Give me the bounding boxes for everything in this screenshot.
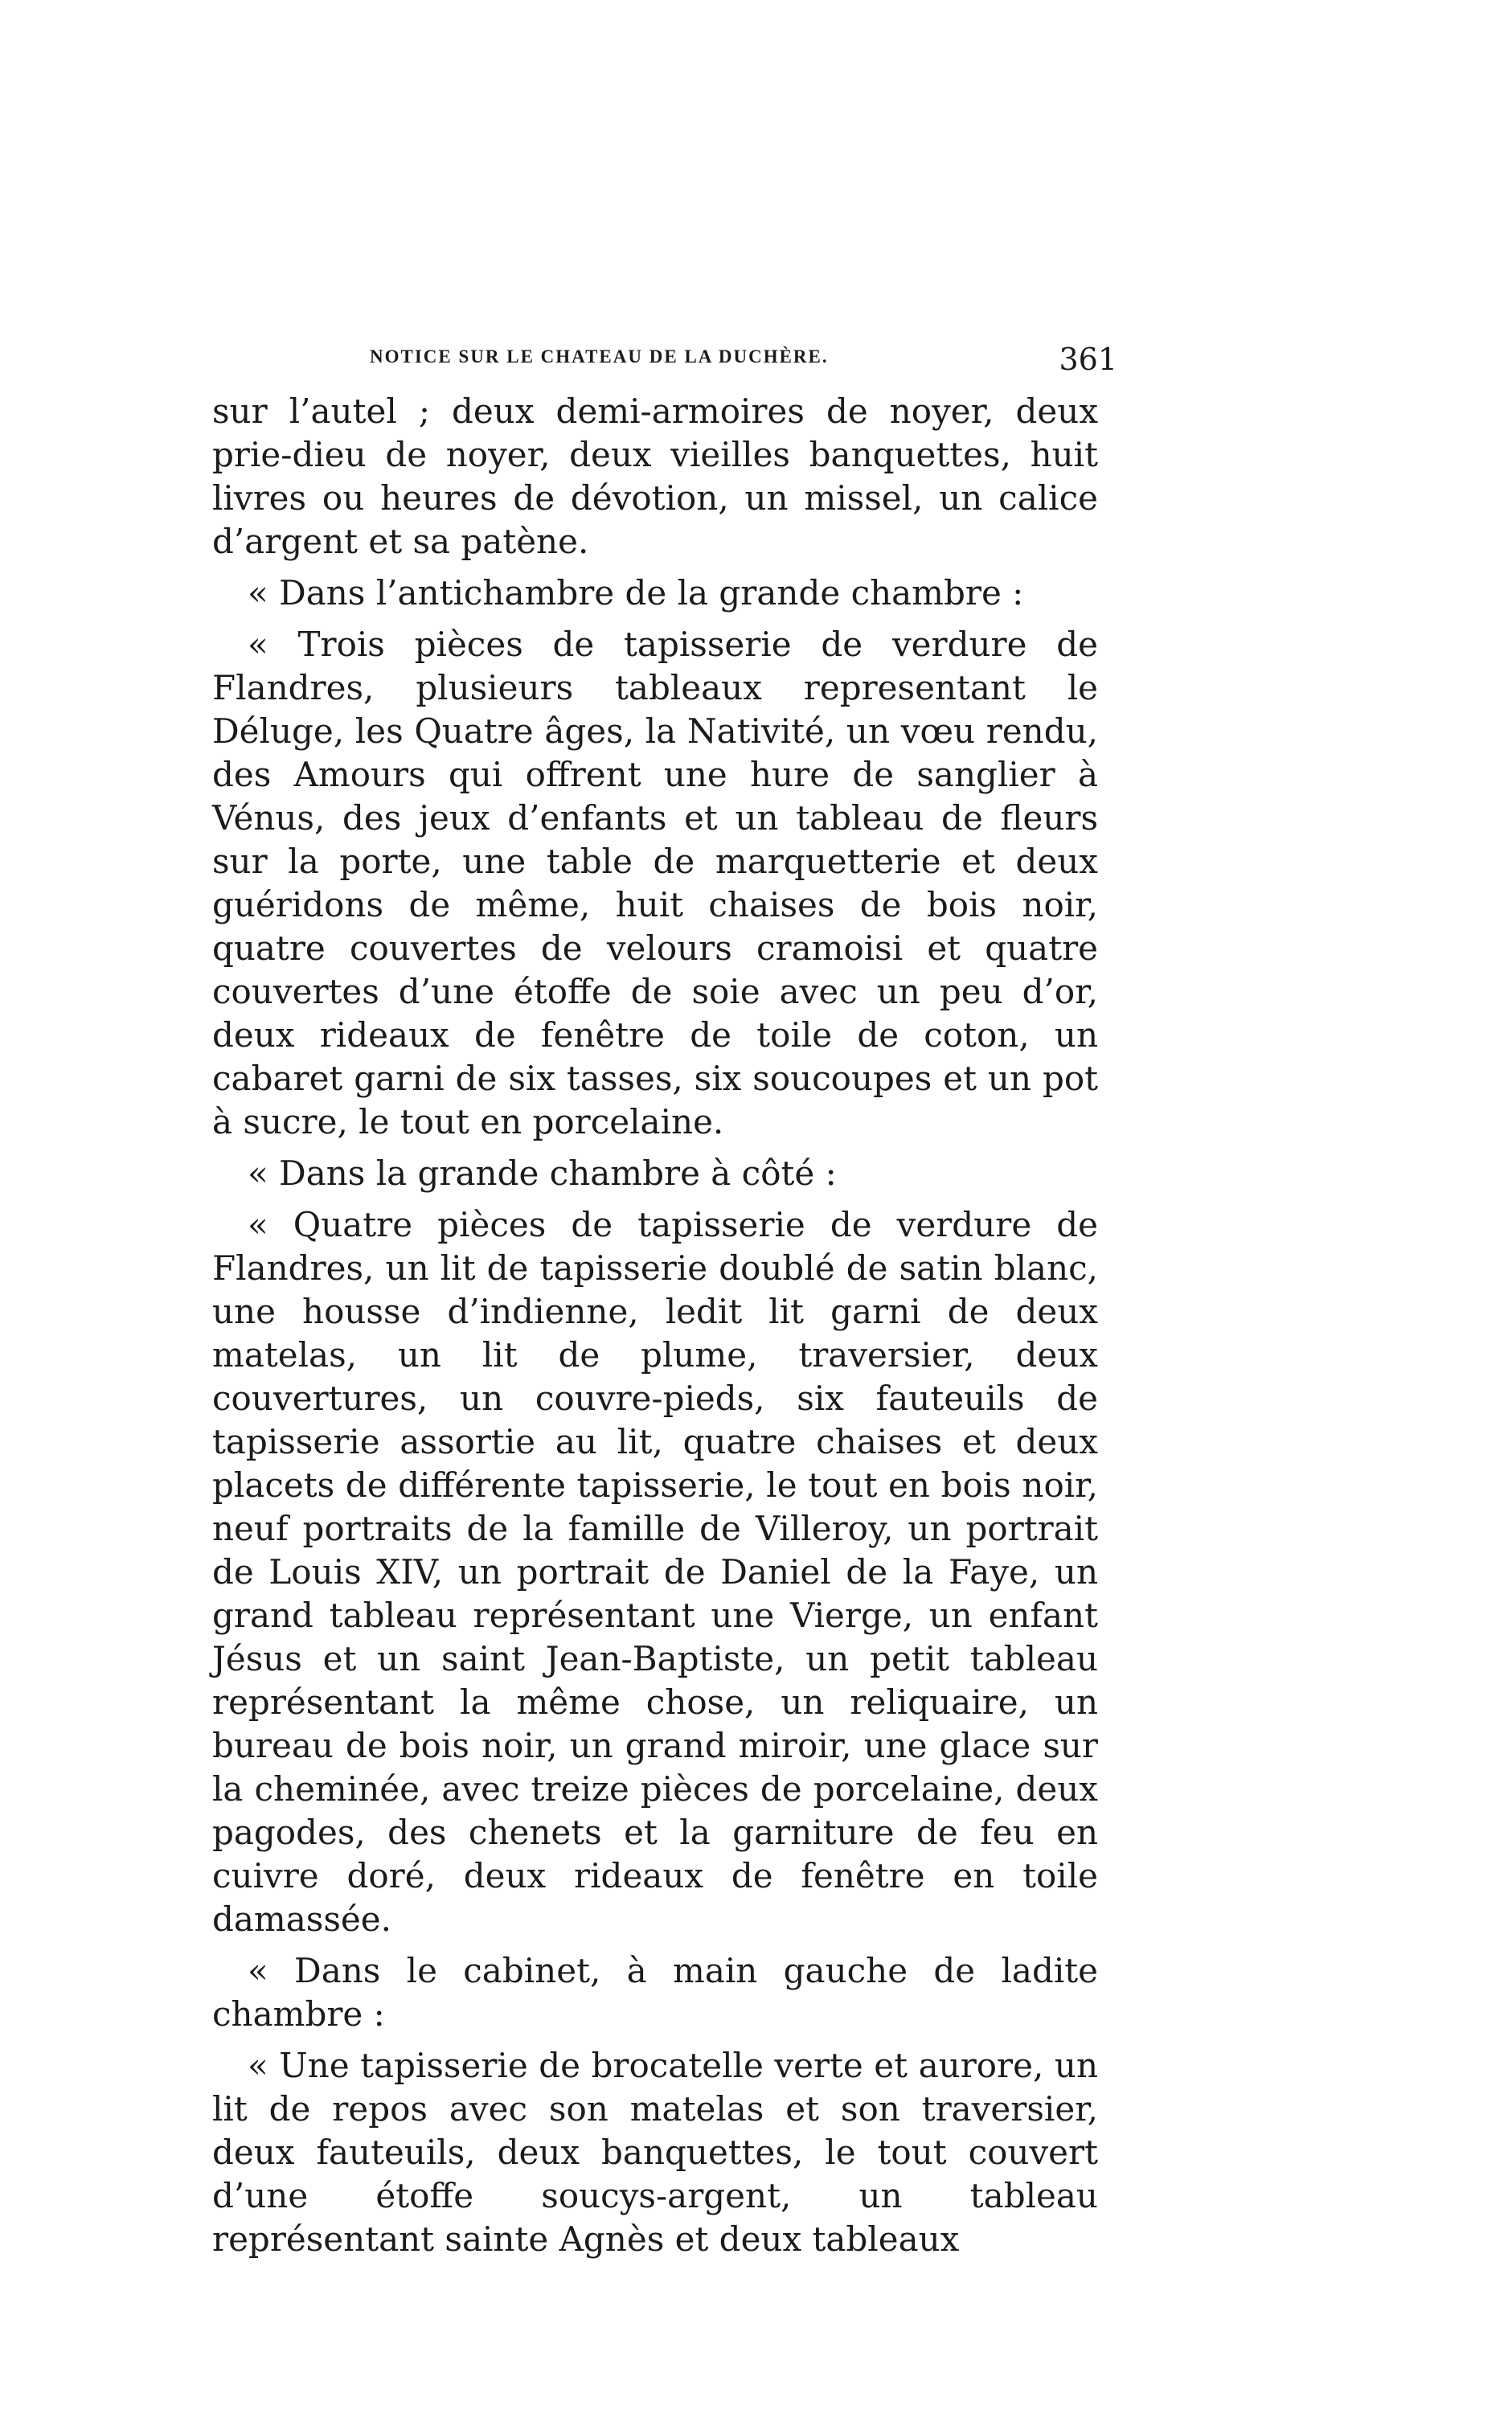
main-text xyxy=(212,390,1098,2261)
page-header xyxy=(370,342,1122,382)
paragraph-2: « Dans l’antichambre de la grande chambre : xyxy=(248,573,1024,613)
paragraph-5: « Quatre pièces de tapisserie de verdure de Flandres, un lit de tapisserie doublé de satin blanc, une housse d’indienne, ledit lit garni de deux matelas, un lit de plume, traversier, deux couvertures, un couvre-pieds, six fauteuils de tapisserie assortie au lit, quatre chaises et deux placets de différente tapisserie, le tout en bois noir, neuf portraits de la famille de Villeroy, un portrait de Louis XIV, un portrait de Daniel de la Faye, un grand tableau représentant une Vierge, un enfant Jésus et un saint Jean-Baptiste, un petit tableau représentant la même chose, un reliquaire, un bureau de bois noir, un grand miroir, une glace sur la cheminée, avec treize pièces de porcelaine, deux pagodes, des chenets et la garniture de feu en cuivre doré, deux rideaux de fenêtre en toile damassée. xyxy=(212,1205,1098,1939)
paragraph-6: « Dans le cabinet, à main gauche de ladite chambre : xyxy=(212,1951,1098,2034)
paragraph-7: « Une tapisserie de brocatelle verte et aurore, un lit de repos avec son matelas et son traversier, deux fauteuils, deux banquettes, le tout couvert d’une étoffe soucys-argent, un tableau représentant sainte Agnès et deux tableaux xyxy=(212,2046,1098,2259)
running-head: NOTICE SUR LE CHATEAU DE LA DUCHÈRE. xyxy=(370,346,829,367)
paragraph-1: sur l’autel ; deux demi-armoires de noyer, deux prie-dieu de noyer, deux vieilles banquettes, huit livres ou heures de dévotion, un missel, un calice d’argent et sa patène. xyxy=(212,391,1098,561)
page-number: 361 xyxy=(1059,342,1117,377)
paragraph-4: « Dans la grande chambre à côté : xyxy=(248,1154,837,1193)
paragraph-3: « Trois pièces de tapisserie de verdure de Flandres, plusieurs tableaux representant le Déluge, les Quatre âges, la Nativité, un vœu rendu, des Amours qui offrent une hure de sanglier à Vénus, des jeux d’enfants et un tableau de fleurs sur la porte, une table de marquetterie et deux guéridons de même, huit chaises de bois noir, quatre couvertes de velours cramoisi et quatre couvertes d’une étoffe de soie avec un peu d’or, deux rideaux de fenêtre de toile de coton, un cabaret garni de six tasses, six soucoupes et un pot à sucre, le tout en porcelaine. xyxy=(212,625,1098,1141)
